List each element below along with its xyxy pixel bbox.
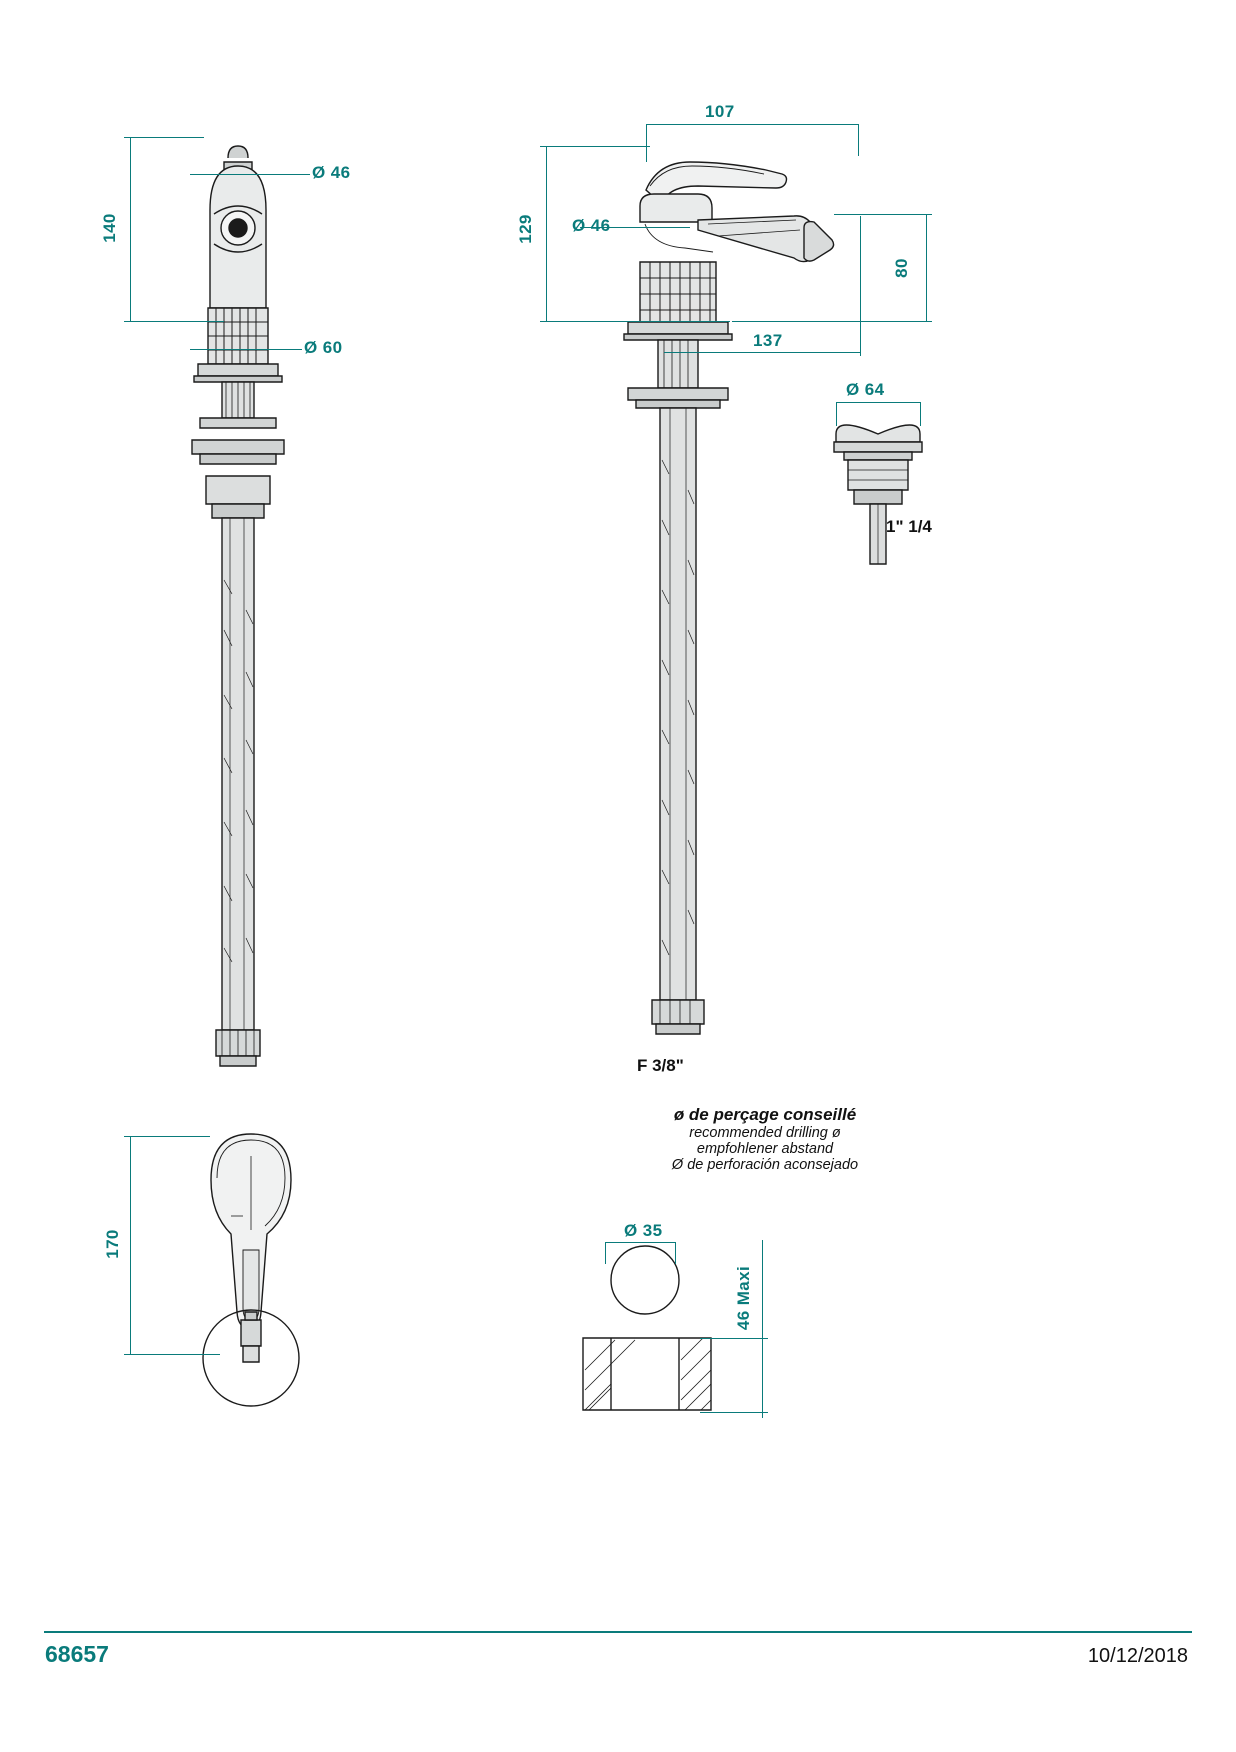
label-supply-thread: F 3/8" [637, 1056, 684, 1075]
ext-107-left [646, 124, 647, 162]
drilling-title-es: Ø de perforación aconsejado [671, 1157, 859, 1173]
dim-line-d35 [605, 1242, 675, 1243]
dim-d60: Ø 60 [304, 338, 343, 357]
ext-170-bottom [124, 1354, 220, 1355]
dim-line-107 [646, 124, 858, 125]
dim-140: 140 [99, 213, 119, 243]
dim-137: 137 [753, 331, 783, 350]
ext-170-top [124, 1136, 210, 1137]
ext-d35-right [675, 1242, 676, 1264]
dim-line-129 [546, 146, 547, 322]
dim-d35: Ø 35 [624, 1221, 663, 1240]
ext-80-top [834, 214, 932, 215]
document-date: 10/12/2018 [1087, 1645, 1188, 1667]
dim-line-d60 [190, 349, 302, 350]
ext-d64-right [920, 402, 921, 426]
dim-line-46maxi [762, 1240, 763, 1418]
left-elevation-drawing [150, 110, 480, 1110]
ext-46maxi-top [700, 1338, 768, 1339]
ext-line-140-top [124, 137, 204, 138]
dim-d46: Ø 46 [312, 163, 351, 182]
dim-107: 107 [705, 102, 735, 121]
ext-129-top [540, 146, 650, 147]
dim-129: 129 [515, 214, 535, 244]
ext-129-bottom [540, 321, 730, 322]
drilling-title-fr: ø de perçage conseillé [673, 1105, 857, 1124]
ext-line-140-bottom [124, 321, 224, 322]
dim-80: 80 [891, 258, 911, 278]
dim-46-maxi: 46 Maxi [734, 1265, 754, 1331]
dim-170: 170 [102, 1229, 122, 1259]
dim-line-d46 [190, 174, 310, 175]
ext-d35-left [605, 1242, 606, 1264]
footer-divider [44, 1631, 1192, 1633]
ext-80-bottom [732, 321, 932, 322]
dim-line-80 [926, 214, 927, 322]
dim-line-137 [664, 352, 860, 353]
ext-137-right [860, 216, 861, 356]
dim-d64: Ø 64 [846, 380, 885, 399]
waste-drawing [828, 400, 968, 600]
dim-line-140 [130, 137, 131, 322]
dim-d46-right: Ø 46 [572, 216, 611, 235]
drilling-title-en: recommended drilling ø [689, 1125, 841, 1141]
plan-view-drawing [195, 1120, 355, 1420]
right-elevation-drawing [600, 120, 940, 1080]
dim-line-170 [130, 1136, 131, 1354]
ext-d64-left [836, 402, 837, 426]
drilling-note [565, 1105, 965, 1173]
dim-line-d64 [836, 402, 920, 403]
drilling-title-de: empfohlener abstand [696, 1141, 834, 1157]
document-reference: 68657 [45, 1641, 109, 1667]
ext-46maxi-bottom [700, 1412, 768, 1413]
label-outlet-thread: 1" 1/4 [886, 517, 932, 536]
ext-107-right [858, 124, 859, 156]
